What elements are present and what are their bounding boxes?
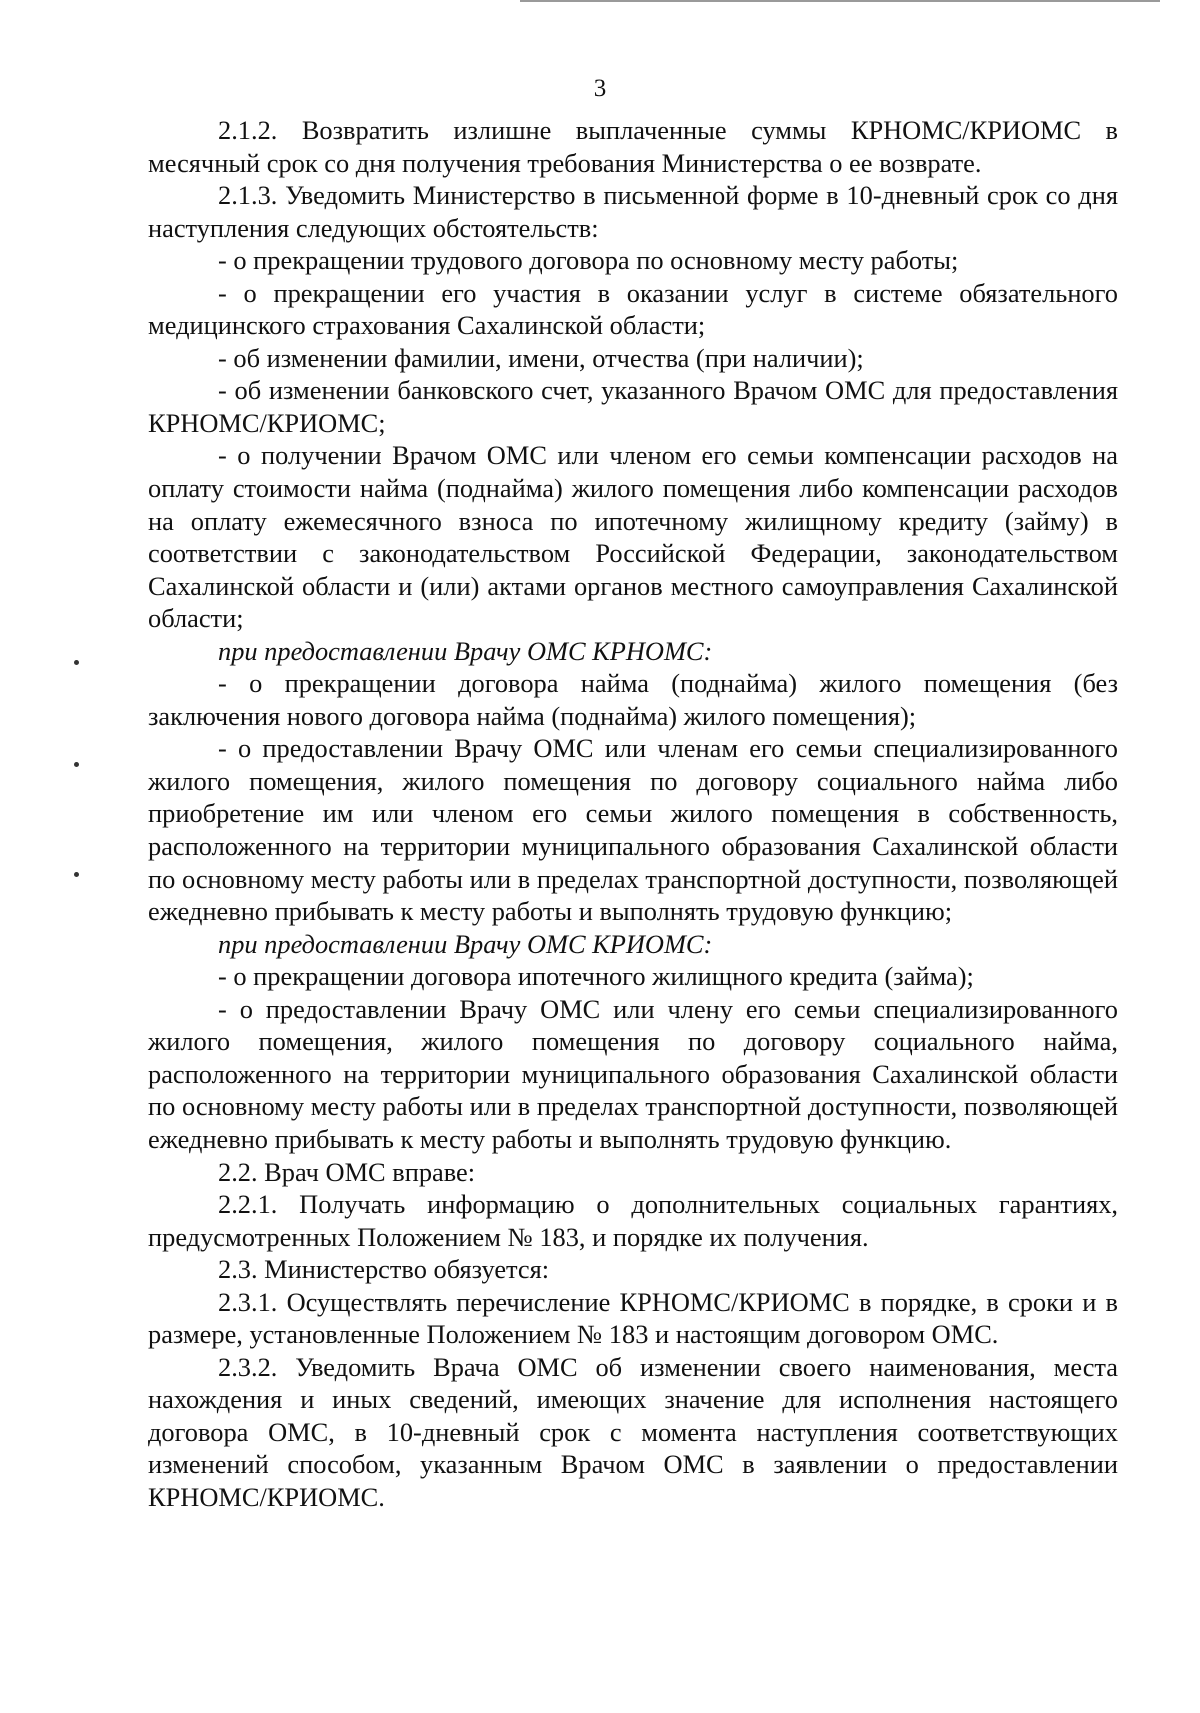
list-item: - об изменении фамилии, имени, отчества (при наличии);	[218, 342, 864, 373]
scan-speck	[74, 872, 79, 877]
paragraph-2-3: 2.3. Министерство обязуется:	[218, 1254, 550, 1285]
paragraph-2-3-2: 2.3.2. Уведомить Врача ОМС об изменении своего наименования, места нахождения и иных сведений, имеющих значение для исполнения настоящего договора ОМС, в 10-дневный срок с момента наступления соответствующих изменений способом, указанным Врачом ОМС в заявлении о предоставлении КРНОМС/КРИОМС.	[148, 1351, 1118, 1512]
scan-edge-line	[520, 0, 1160, 2]
list-item: - о прекращении его участия в оказании услуг в системе обязательного медицинского страхования Сахалинской области;	[148, 277, 1118, 341]
subheading-krioms: при предоставлении Врачу ОМС КРИОМС:	[218, 928, 713, 959]
list-item: - о получении Врачом ОМС или членом его семьи компенсации расходов на оплату стоимости найма (поднайма) жилого помещения либо компенсации расходов на оплату ежемесячного взноса по ипотечному жилищному кредиту (займу) в соответствии с законодательством Российской Федерации, законодательством Сахалинской области и (или) актами органов местного самоуправления Сахалинской области;	[148, 440, 1118, 634]
list-item: - о прекращении договора ипотечного жилищного кредита (займа);	[218, 961, 974, 992]
subheading-krnoms: при предоставлении Врачу ОМС КРНОМС:	[218, 635, 713, 666]
list-item: - о предоставлении Врачу ОМС или члену его семьи специализированного жилого помещения, жилого помещения по договору социального найма, расположенного на территории муниципального образования Сахалинской области по основному месту работы или в пределах транспортной доступности, позволяющей ежедневно прибывать к месту работы и выполнять трудовую функцию.	[148, 993, 1118, 1154]
paragraph-2-3-1: 2.3.1. Осуществлять перечисление КРНОМС/КРИОМС в порядке, в сроки и в размере, установленные Положением № 183 и настоящим договором ОМС.	[148, 1286, 1118, 1350]
list-item: - об изменении банковского счет, указанного Врачом ОМС для предоставления КРНОМС/КРИОМС;	[148, 375, 1118, 438]
page-number: 3	[593, 75, 607, 102]
document-body	[148, 114, 1118, 1514]
list-item: - о прекращении трудового договора по основному месту работы;	[218, 245, 959, 276]
list-item: - о предоставлении Врачу ОМС или членам его семьи специализированного жилого помещения, жилого помещения по договору социального найма либо приобретение им или членом его семьи жилого помещения в собственность, расположенного на территории муниципального образования Сахалинской области по основному месту работы или в пределах транспортной доступности, позволяющей ежедневно прибывать к месту работы и выполнять трудовую функцию;	[148, 733, 1118, 927]
paragraph-2-1-3: 2.1.3. Уведомить Министерство в письменной форме в 10-дневный срок со дня наступления следующих обстоятельств:	[148, 180, 1118, 243]
paragraph-2-1-2: 2.1.2. Возвратить излишне выплаченные суммы КРНОМС/КРИОМС в месячный срок со дня получения требования Министерства о ее возврате.	[148, 115, 1118, 178]
list-item: - о прекращении договора найма (поднайма) жилого помещения (без заключения нового договора найма (поднайма) жилого помещения);	[148, 668, 1118, 731]
paragraph-2-2-1: 2.2.1. Получать информацию о дополнительных социальных гарантиях, предусмотренных Положением № 183, и порядке их получения.	[148, 1189, 1118, 1252]
scan-speck	[74, 660, 79, 665]
scan-speck	[74, 762, 79, 767]
paragraph-2-2: 2.2. Врач ОМС вправе:	[218, 1156, 476, 1187]
